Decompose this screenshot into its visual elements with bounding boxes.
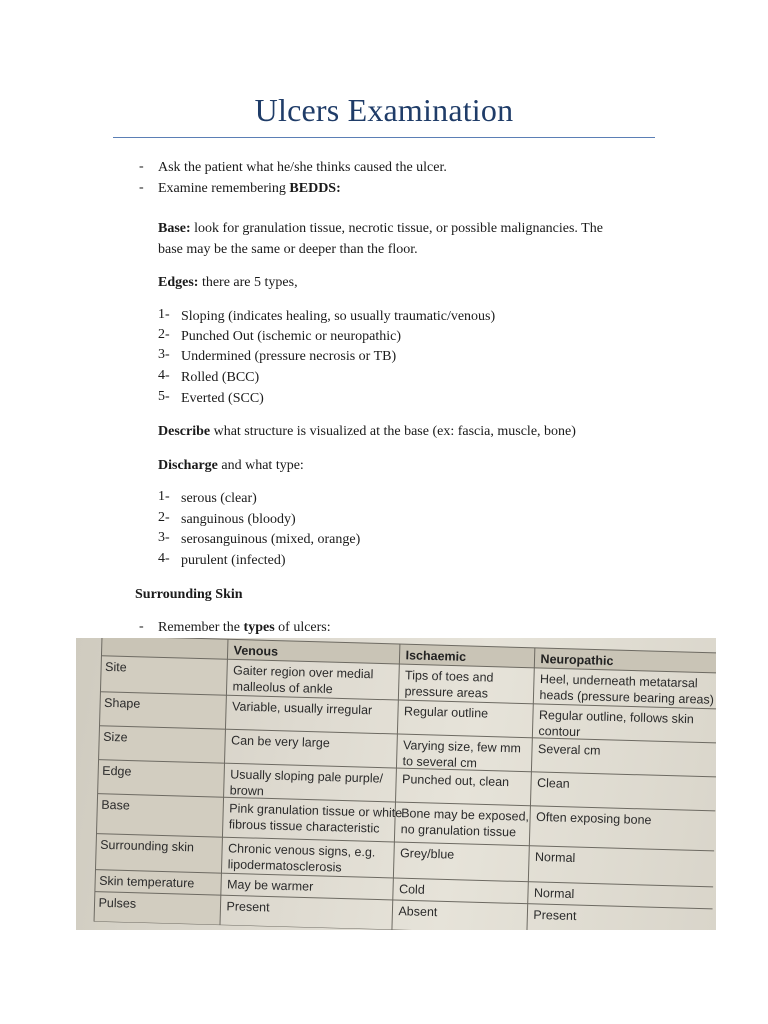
table-cell-line: Normal	[533, 885, 575, 902]
table-cell-line: pressure areas	[404, 684, 489, 701]
ulcer-types-table-photo	[76, 638, 716, 930]
table-cell-line: to several cm	[402, 754, 478, 771]
describe-line	[158, 422, 576, 442]
list-number: 2-	[158, 510, 170, 525]
table-cell-neuropathic	[539, 671, 714, 708]
table-row-label: Size	[103, 729, 128, 745]
table-cell-line: Present	[533, 907, 577, 924]
bullet-dash: -	[139, 159, 144, 174]
table-cell-line: Variable, usually irregular	[231, 699, 373, 718]
edge-type-item: Rolled (BCC)	[181, 370, 260, 385]
table-header-neuropathic: Neuropathic	[540, 651, 614, 669]
edge-type-item: Undermined (pressure necrosis or TB)	[181, 349, 397, 364]
table-row-label: Edge	[102, 763, 132, 779]
list-number: 5-	[158, 389, 170, 404]
table-cell-ischaemic	[404, 703, 489, 721]
list-number: 2-	[158, 327, 170, 342]
table-cell-line: heads (pressure bearing areas)	[539, 687, 715, 707]
list-number: 4-	[158, 368, 170, 383]
table-cell-line: Often exposing bone	[535, 809, 652, 828]
table-row-label: Pulses	[98, 895, 137, 911]
base-label: Base:	[158, 221, 191, 236]
edge-type-item: Punched Out (ischemic or neuropathic)	[181, 329, 402, 344]
bullet-bedds-prefix: Examine remembering	[158, 181, 290, 196]
discharge-line	[158, 456, 304, 476]
title-underline	[113, 137, 655, 138]
table-cell-line: Heel, underneath metatarsal	[539, 671, 698, 691]
table-cell-line: May be warmer	[226, 877, 314, 894]
base-text: look for granulation tissue, necrotic tissue, or possible malignancies. The	[190, 221, 603, 236]
edge-type-item: Everted (SCC)	[181, 391, 264, 406]
table-cell-venous	[226, 898, 270, 915]
discharge-type-item: serosanguinous (mixed, orange)	[181, 532, 361, 547]
bullet-dash: -	[139, 180, 144, 195]
table-cell-line: Punched out, clean	[401, 772, 510, 790]
table-row-label: Base	[101, 797, 130, 813]
table-cell-line: Tips of toes and	[404, 668, 494, 685]
table-cell-line: Several cm	[537, 741, 601, 758]
table-row-label: Shape	[103, 695, 141, 711]
table-cell-venous	[231, 732, 330, 751]
table-cell-ischaemic	[400, 845, 455, 863]
table-cell-line: Can be very large	[230, 733, 330, 751]
bullet-cause: Ask the patient what he/she thinks caused the ulcer.	[158, 160, 447, 175]
bullet-dash: -	[139, 619, 144, 634]
page-title: Ulcers Examination	[254, 92, 514, 128]
list-number: 3-	[158, 530, 170, 545]
table-cell-line: Absent	[398, 904, 438, 920]
table-header-venous: Venous	[233, 643, 279, 659]
table-cell-line: Gaiter region over medial	[232, 663, 374, 682]
edges-line	[158, 273, 298, 293]
table-cell-line: fibrous tissue characteristic	[228, 817, 380, 836]
remember-suffix: of ulcers:	[274, 620, 331, 635]
table-cell-ischaemic	[399, 881, 425, 898]
table-cell-line: Bone may be exposed,	[400, 806, 530, 824]
table-cell-line: Usually sloping pale purple/	[230, 767, 384, 786]
table-cell-line: contour	[538, 723, 581, 740]
table-cell-line: Clean	[536, 775, 570, 791]
table-cell-venous	[232, 662, 373, 698]
edge-type-item: Sloping (indicates healing, so usually traumatic/venous)	[181, 309, 496, 324]
table-cell-line: Pink granulation tissue or white	[229, 801, 403, 821]
table-cell-ischaemic	[402, 737, 521, 772]
table-cell-line: Normal	[534, 849, 576, 866]
table-cell-line: brown	[229, 783, 264, 799]
table-cell-line: Regular outline, follows skin	[538, 707, 695, 727]
types-label: types	[243, 620, 275, 635]
table-cell-venous	[227, 840, 375, 876]
remember-prefix: Remember the	[158, 620, 244, 635]
discharge-label: Discharge	[158, 458, 218, 473]
table-cell-venous	[229, 800, 403, 837]
edges-text: there are 5 types,	[198, 275, 298, 290]
table-cell-ischaemic	[402, 771, 509, 790]
bedds-label: BEDDS:	[289, 181, 341, 196]
discharge-type-item: sanguinous (bloody)	[181, 512, 296, 527]
table-row-label: Surrounding skin	[99, 837, 195, 855]
describe-label: Describe	[158, 424, 211, 439]
table-row-label: Skin temperature	[98, 873, 195, 891]
table-cell-line: no granulation tissue	[400, 822, 517, 840]
list-number: 1-	[158, 489, 170, 504]
bullet-bedds	[158, 179, 341, 199]
discharge-text: and what type:	[217, 458, 304, 473]
table-cell-line: Present	[226, 899, 270, 915]
table-cell-line: malleolus of ankle	[232, 679, 333, 697]
table-cell-line: Regular outline	[403, 704, 489, 721]
table-header-ischaemic: Ischaemic	[405, 648, 467, 664]
table-cell-neuropathic	[535, 849, 576, 866]
table-cell-neuropathic	[538, 741, 601, 759]
table-cell-venous	[230, 766, 384, 802]
surrounding-skin-heading: Surrounding Skin	[135, 587, 243, 602]
table-cell-neuropathic	[538, 707, 694, 743]
list-number: 1-	[158, 307, 170, 322]
table-cell-neuropathic	[536, 809, 652, 828]
discharge-type-item: purulent (infected)	[181, 553, 286, 568]
remember-types-line	[158, 618, 331, 638]
table-cell-line: Cold	[398, 882, 425, 897]
table-cell-line: Chronic venous signs, e.g.	[227, 841, 376, 860]
table-cell-neuropathic	[537, 775, 570, 792]
table-row-label: Site	[104, 659, 127, 675]
table-cell-ischaemic	[401, 805, 530, 841]
table-cell-neuropathic	[534, 885, 575, 902]
table-photo-content	[76, 638, 716, 930]
table-cell-line: Varying size, few mm	[402, 738, 522, 756]
base-line-1	[158, 219, 603, 239]
base-line-2: base may be the same or deeper than the floor.	[158, 242, 418, 257]
table-cell-ischaemic	[404, 667, 493, 701]
table-cell-neuropathic	[533, 907, 577, 924]
table-cell-line: lipodermatosclerosis	[227, 857, 342, 875]
table-cell-line: Grey/blue	[399, 846, 455, 862]
list-number: 3-	[158, 347, 170, 362]
edges-label: Edges:	[158, 275, 199, 290]
describe-text: what structure is visualized at the base (ex: fascia, muscle, bone)	[210, 424, 576, 439]
table-cell-venous	[227, 876, 314, 894]
list-number: 4-	[158, 551, 170, 566]
table-cell-ischaemic	[398, 903, 437, 920]
discharge-type-item: serous (clear)	[181, 491, 257, 506]
